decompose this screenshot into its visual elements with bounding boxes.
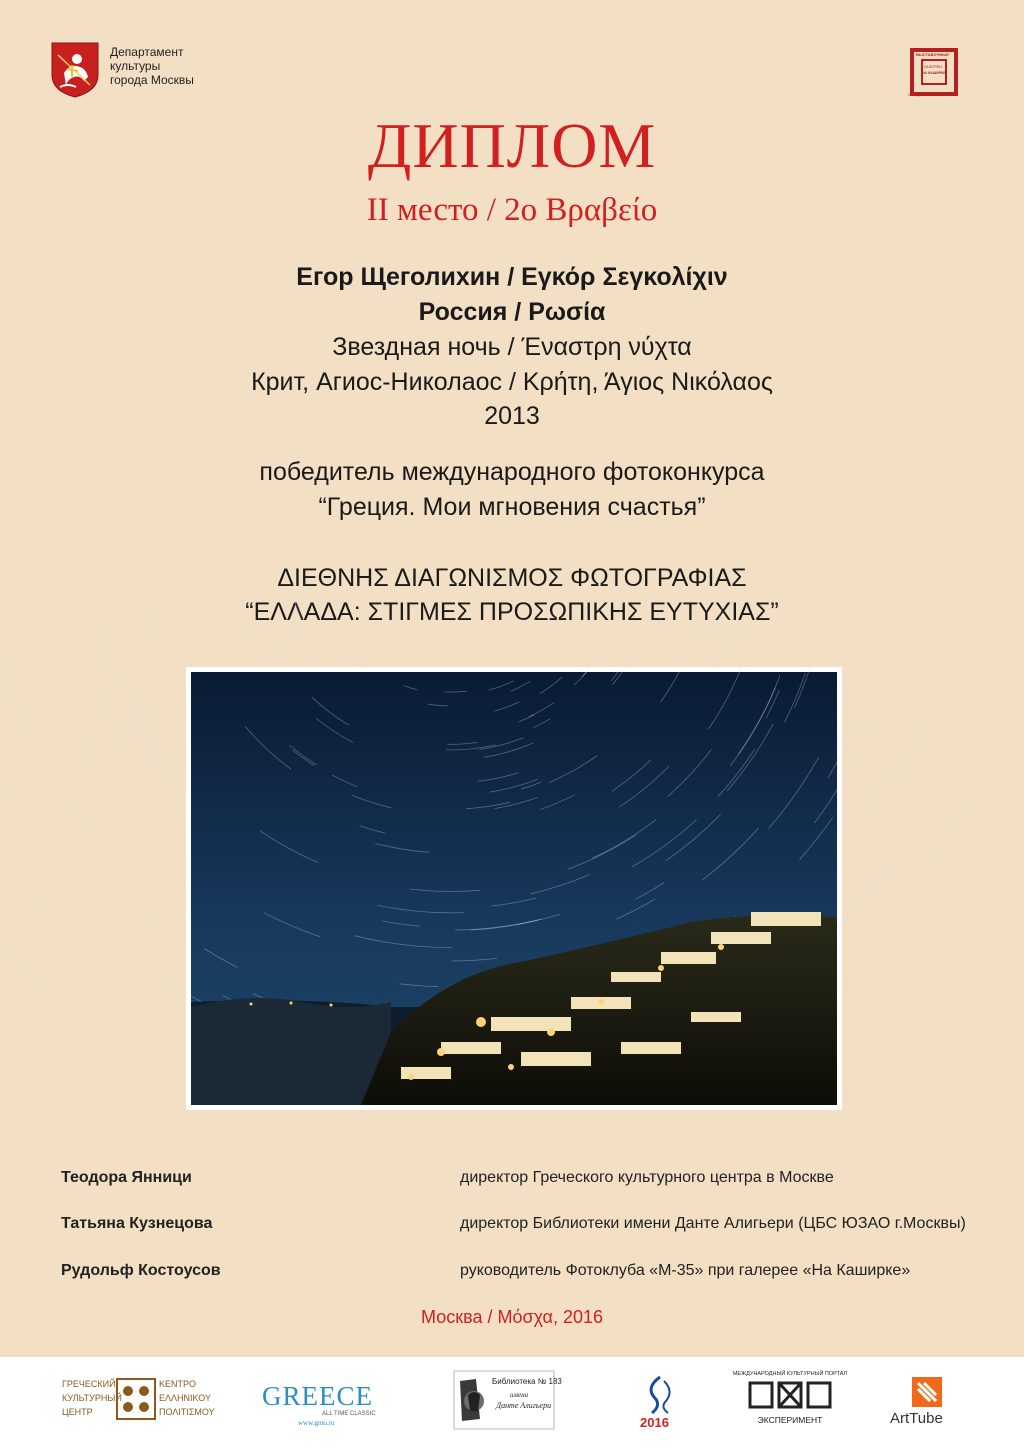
gallery-logo-line-2: ГАЛЕРЕИ bbox=[924, 64, 943, 69]
star-trail bbox=[0, 635, 29, 740]
signatory-role-2: директор Библиотеки имени Данте Алигьери (ЦБС ЮЗАО г.Москвы) bbox=[460, 1215, 966, 1232]
signatory-role-1: директор Греческого культурного центра в Москве bbox=[460, 1169, 834, 1186]
star-trail bbox=[341, 651, 358, 667]
diploma-title: ДИПЛОМ bbox=[367, 110, 657, 181]
department-line-1: Департамент bbox=[110, 45, 184, 59]
greece-tagline: ALL TIME CLASSIC bbox=[322, 1411, 376, 1417]
star-trail bbox=[81, 736, 98, 766]
star-trail bbox=[135, 908, 170, 936]
star-trail bbox=[857, 757, 896, 826]
experiment-bottom-text: ЭКСПЕРИМЕНТ bbox=[757, 1415, 823, 1425]
department-line-2: культуры bbox=[110, 59, 161, 73]
photo-frame bbox=[186, 667, 842, 1110]
signatory-name-2: Татьяна Кузнецова bbox=[61, 1215, 213, 1232]
winner-country: Россия / Ρωσία bbox=[418, 298, 606, 326]
diploma-place: II место / 2ο Βραβείο bbox=[366, 192, 658, 228]
contest-ru-line-2: “Греция. Мои мгновения счастья” bbox=[318, 493, 706, 521]
experiment-top-text: МЕЖДУНАРОДНЫЙ КУЛЬТУРНЫЙ ПОРТАЛ bbox=[732, 1371, 848, 1377]
gallery-logo-line-1: ВЫСТАВОЧНЫЕ bbox=[916, 52, 949, 57]
greek-center-gr-3: ΠΟΛΙΤΙΣΜΟΥ bbox=[159, 1407, 215, 1417]
star-trail bbox=[0, 929, 55, 995]
contest-ru-line-1: победитель международного фотоконкурса bbox=[259, 458, 765, 486]
greece-logo-text: GREECE bbox=[262, 1381, 373, 1411]
star-trail bbox=[0, 736, 7, 819]
greece-url: www.gnto.ru bbox=[298, 1419, 335, 1427]
experiment-portal-logo bbox=[732, 1365, 848, 1429]
star-trail bbox=[684, 626, 697, 660]
greek-center-ru-1: ГРЕЧЕСКИЙ bbox=[62, 1379, 116, 1389]
star-trail bbox=[131, 714, 167, 770]
star-trail bbox=[96, 686, 130, 755]
star-trail bbox=[268, 626, 286, 661]
greek-cultural-center-logo bbox=[62, 1375, 215, 1427]
greek-center-gr-1: ΚΕΝΤΡΟ bbox=[159, 1379, 197, 1389]
star-trail bbox=[148, 748, 169, 777]
gallery-logo bbox=[900, 46, 968, 98]
winner-name: Егор Щеголихин / Εγκόρ Σεγκολίχιν bbox=[296, 263, 728, 291]
greek-center-ru-3: ЦЕНТР bbox=[62, 1407, 93, 1417]
library-name-1: Библиотека № 183 bbox=[492, 1377, 562, 1386]
star-trail bbox=[926, 794, 969, 870]
work-year: 2013 bbox=[484, 402, 540, 430]
star-trail bbox=[15, 868, 51, 913]
greek-center-ru-2: КУЛЬТУРНЫЙ bbox=[62, 1393, 122, 1403]
work-title: Звездная ночь / Έναστρη νύχτα bbox=[332, 333, 692, 361]
contest-gr-line-1: ΔΙΕΘΝΗΣ ΔΙΑΓΩΝΙΣΜΟΣ ΦΩΤΟΓΡΑΦΙΑΣ bbox=[277, 564, 747, 592]
year-logo-text: 2016 bbox=[640, 1415, 669, 1430]
star-trail bbox=[291, 630, 308, 658]
greece-all-time-classic-logo bbox=[262, 1381, 378, 1427]
library-name-2: имени bbox=[510, 1391, 529, 1399]
star-trail bbox=[844, 713, 877, 783]
sponsor-bar bbox=[0, 1357, 1024, 1448]
star-trail bbox=[896, 718, 926, 788]
signatory-name-1: Теодора Янници bbox=[61, 1169, 192, 1186]
arttube-text: ArtTube bbox=[890, 1410, 943, 1427]
greek-center-gr-2: ΕΛΛΗΝΙΚΟΥ bbox=[159, 1393, 211, 1403]
gallery-logo-line-3: НА КАШИРКЕ bbox=[922, 71, 946, 75]
signatory-role-3: руководитель Фотоклуба «М-35» при галерее «На Каширке» bbox=[460, 1262, 911, 1279]
star-trail bbox=[77, 884, 139, 943]
work-location: Крит, Агиос-Николаос / Κρήτη, Άγιος Νικόλαος bbox=[251, 368, 773, 396]
library-name-3: Данте Алигьери bbox=[496, 1401, 552, 1410]
city-date: Москва / Μόσχα, 2016 bbox=[421, 1307, 603, 1327]
arttube-logo bbox=[888, 1377, 966, 1427]
star-trail bbox=[140, 689, 170, 743]
contest-gr-line-2: “ΕΛΛΑΔΑ: ΣΤΙΓΜΕΣ ΠΡΟΣΩΠΙΚΗΣ ΕΥΤΥΧΙΑΣ” bbox=[245, 598, 779, 626]
department-name bbox=[110, 45, 194, 87]
star-trails-photo bbox=[191, 672, 837, 1105]
year-2016-logo bbox=[638, 1373, 682, 1429]
star-trail bbox=[59, 787, 90, 833]
star-trail bbox=[0, 726, 14, 799]
library-183-logo bbox=[454, 1371, 562, 1429]
gallery-logo-line-4: ОБЪЕДИНЕНИЕ bbox=[908, 93, 933, 97]
star-trail bbox=[836, 871, 885, 929]
moscow-coat-of-arms-icon bbox=[50, 41, 100, 99]
department-line-3: города Москвы bbox=[110, 73, 194, 87]
signatory-name-3: Рудольф Костоусов bbox=[61, 1262, 221, 1279]
